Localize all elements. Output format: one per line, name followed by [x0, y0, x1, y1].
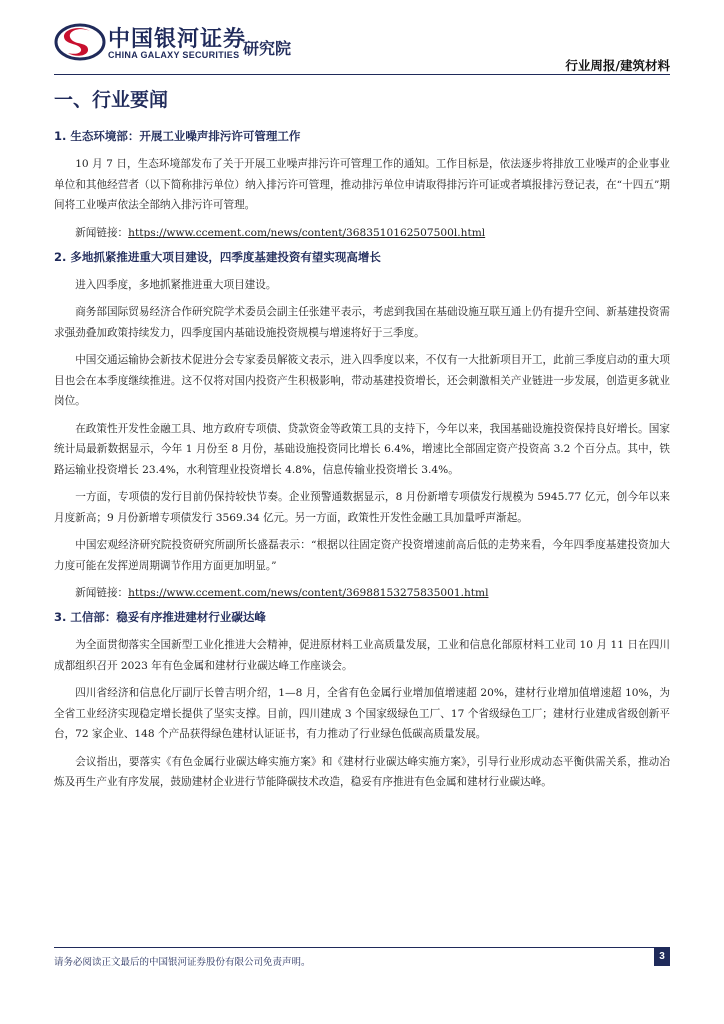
main-content — [54, 86, 670, 800]
news-link-label: 新闻链接： — [75, 226, 129, 239]
paragraph: 中国交通运输协会新技术促进分会专家委员解筱文表示，进入四季度以来，不仅有一大批新项目开工，此前三季度启动的重大项目也会在本季度继续推进。这不仅将对国内投资产生积极影响，带动基建投资增长，还会刺激相关产业链进一步发展，创造更多就业岗位。 — [54, 354, 670, 407]
section-title: 一、行业要闻 — [54, 89, 169, 111]
footer-disclaimer: 请务必阅读正文最后的中国银河证券股份有限公司免责声明。 — [54, 957, 311, 968]
paragraph: 一方面，专项债的发行目前仍保持较快节奏。企业预警通数据显示，8 月份新增专项债发行规模为 5945.77 亿元，创今年以来月度新高；9 月份新增专项债发行 3569.34 亿元。另一方面，政策性开发性金融工具加量呼声渐起。 — [54, 491, 670, 524]
brand-name-cn: 中国银河证券 — [108, 27, 247, 52]
news-link-line — [54, 583, 670, 603]
page-number: 3 — [654, 948, 670, 966]
paragraph: 商务部国际贸易经济合作研究院学术委员会副主任张建平表示，考虑到我国在基础设施互联互通上仍有提升空间、新基建投资需求强劲叠加政策持续发力，四季度国内基础设施投资规模与增速将好于三季度。 — [54, 306, 670, 339]
paragraph: 进入四季度，多地抓紧推进重大项目建设。 — [75, 278, 277, 291]
paragraph: 中国宏观经济研究院投资研究所副所长盛磊表示：“根据以往固定资产投资增速前高后低的走势来看，今年四季度基建投资加大力度可能在发挥逆周期调节作用方面更加明显。” — [54, 539, 670, 572]
news-item-title: 3. 工信部：稳妥有序推进建材行业碳达峰 — [54, 610, 266, 624]
report-type-label: 行业周报/建筑材料 — [565, 58, 670, 73]
news-link-line — [54, 223, 670, 243]
paragraph: 四川省经济和信息化厅副厅长曾吉明介绍，1—8 月，全省有色金属行业增加值增速超 20%，建材行业增加值增速超 10%，为全省工业经济实现稳定增长提供了坚实支撑。目前，四川建成 3 个国家级绿色工厂、17 个省级绿色工厂；建材行业建成省级创新平台，72 家企业、148 个产品获得绿色建材认证证书，有力推动了行业绿色低碳高质量发展。 — [54, 687, 670, 740]
news-link[interactable]: https://www.ccement.com/news/content/3683510162507500l.html — [128, 226, 486, 239]
brand-institute: 研究院 — [243, 39, 292, 58]
footer-divider — [54, 947, 670, 948]
news-item-title: 1. 生态环境部：开展工业噪声排污许可管理工作 — [54, 129, 301, 143]
news-link[interactable]: https://www.ccement.com/news/content/36988153275835001.html — [128, 587, 489, 599]
brand-name-en: CHINA GALAXY SECURITIES — [108, 50, 240, 60]
news-item — [54, 128, 670, 243]
news-item-title: 2. 多地抓紧推进重大项目建设，四季度基建投资有望实现高增长 — [54, 249, 381, 264]
paragraph: 10 月 7 日，生态环境部发布了关于开展工业噪声排污许可管理工作的通知。工作目标是，依法逐步将排放工业噪声的企业事业单位和其他经营者（以下简称排污单位）纳入排污许可管理，推动排污单位申请取得排污许可证或者填报排污登记表，在“十四五”期间将工业噪声依法全部纳入排污许可管理。 — [54, 158, 670, 211]
news-item — [54, 249, 670, 604]
header-divider — [54, 74, 670, 75]
paragraph: 会议指出，要落实《有色金属行业碳达峰实施方案》和《建材行业碳达峰实施方案》，引导行业形成动态平衡供需关系，推动冶炼及再生产业有序发展，鼓励建材企业进行节能降碳技术改造，稳妥有序推进有色金属和建材行业碳达峰。 — [54, 755, 670, 788]
paragraph: 为全面贯彻落实全国新型工业化推进大会精神，促进原材料工业高质量发展，工业和信息化部原材料工业司 10 月 11 日在四川成都组织召开 2023 年有色金属和建材行业碳达峰工作座谈会。 — [54, 639, 670, 672]
news-link-label: 新闻链接： — [75, 587, 129, 599]
news-item — [54, 609, 670, 793]
paragraph: 在政策性开发性金融工具、地方政府专项债、贷款资金等政策工具的支持下，今年以来，我国基础设施投资保持良好增长。国家统计局最新数据显示，今年 1 月份至 8 月份，基础设施投资同比增长 6.4%，增速比全部固定资产投资高 3.2 个百分点。其中，铁路运输业投资增长 23.4%，水利管理业投资增长 4.8%，信息传输业投资增长 3.4%。 — [54, 422, 670, 476]
galaxy-logo-icon — [54, 22, 106, 62]
page-header — [0, 0, 724, 74]
